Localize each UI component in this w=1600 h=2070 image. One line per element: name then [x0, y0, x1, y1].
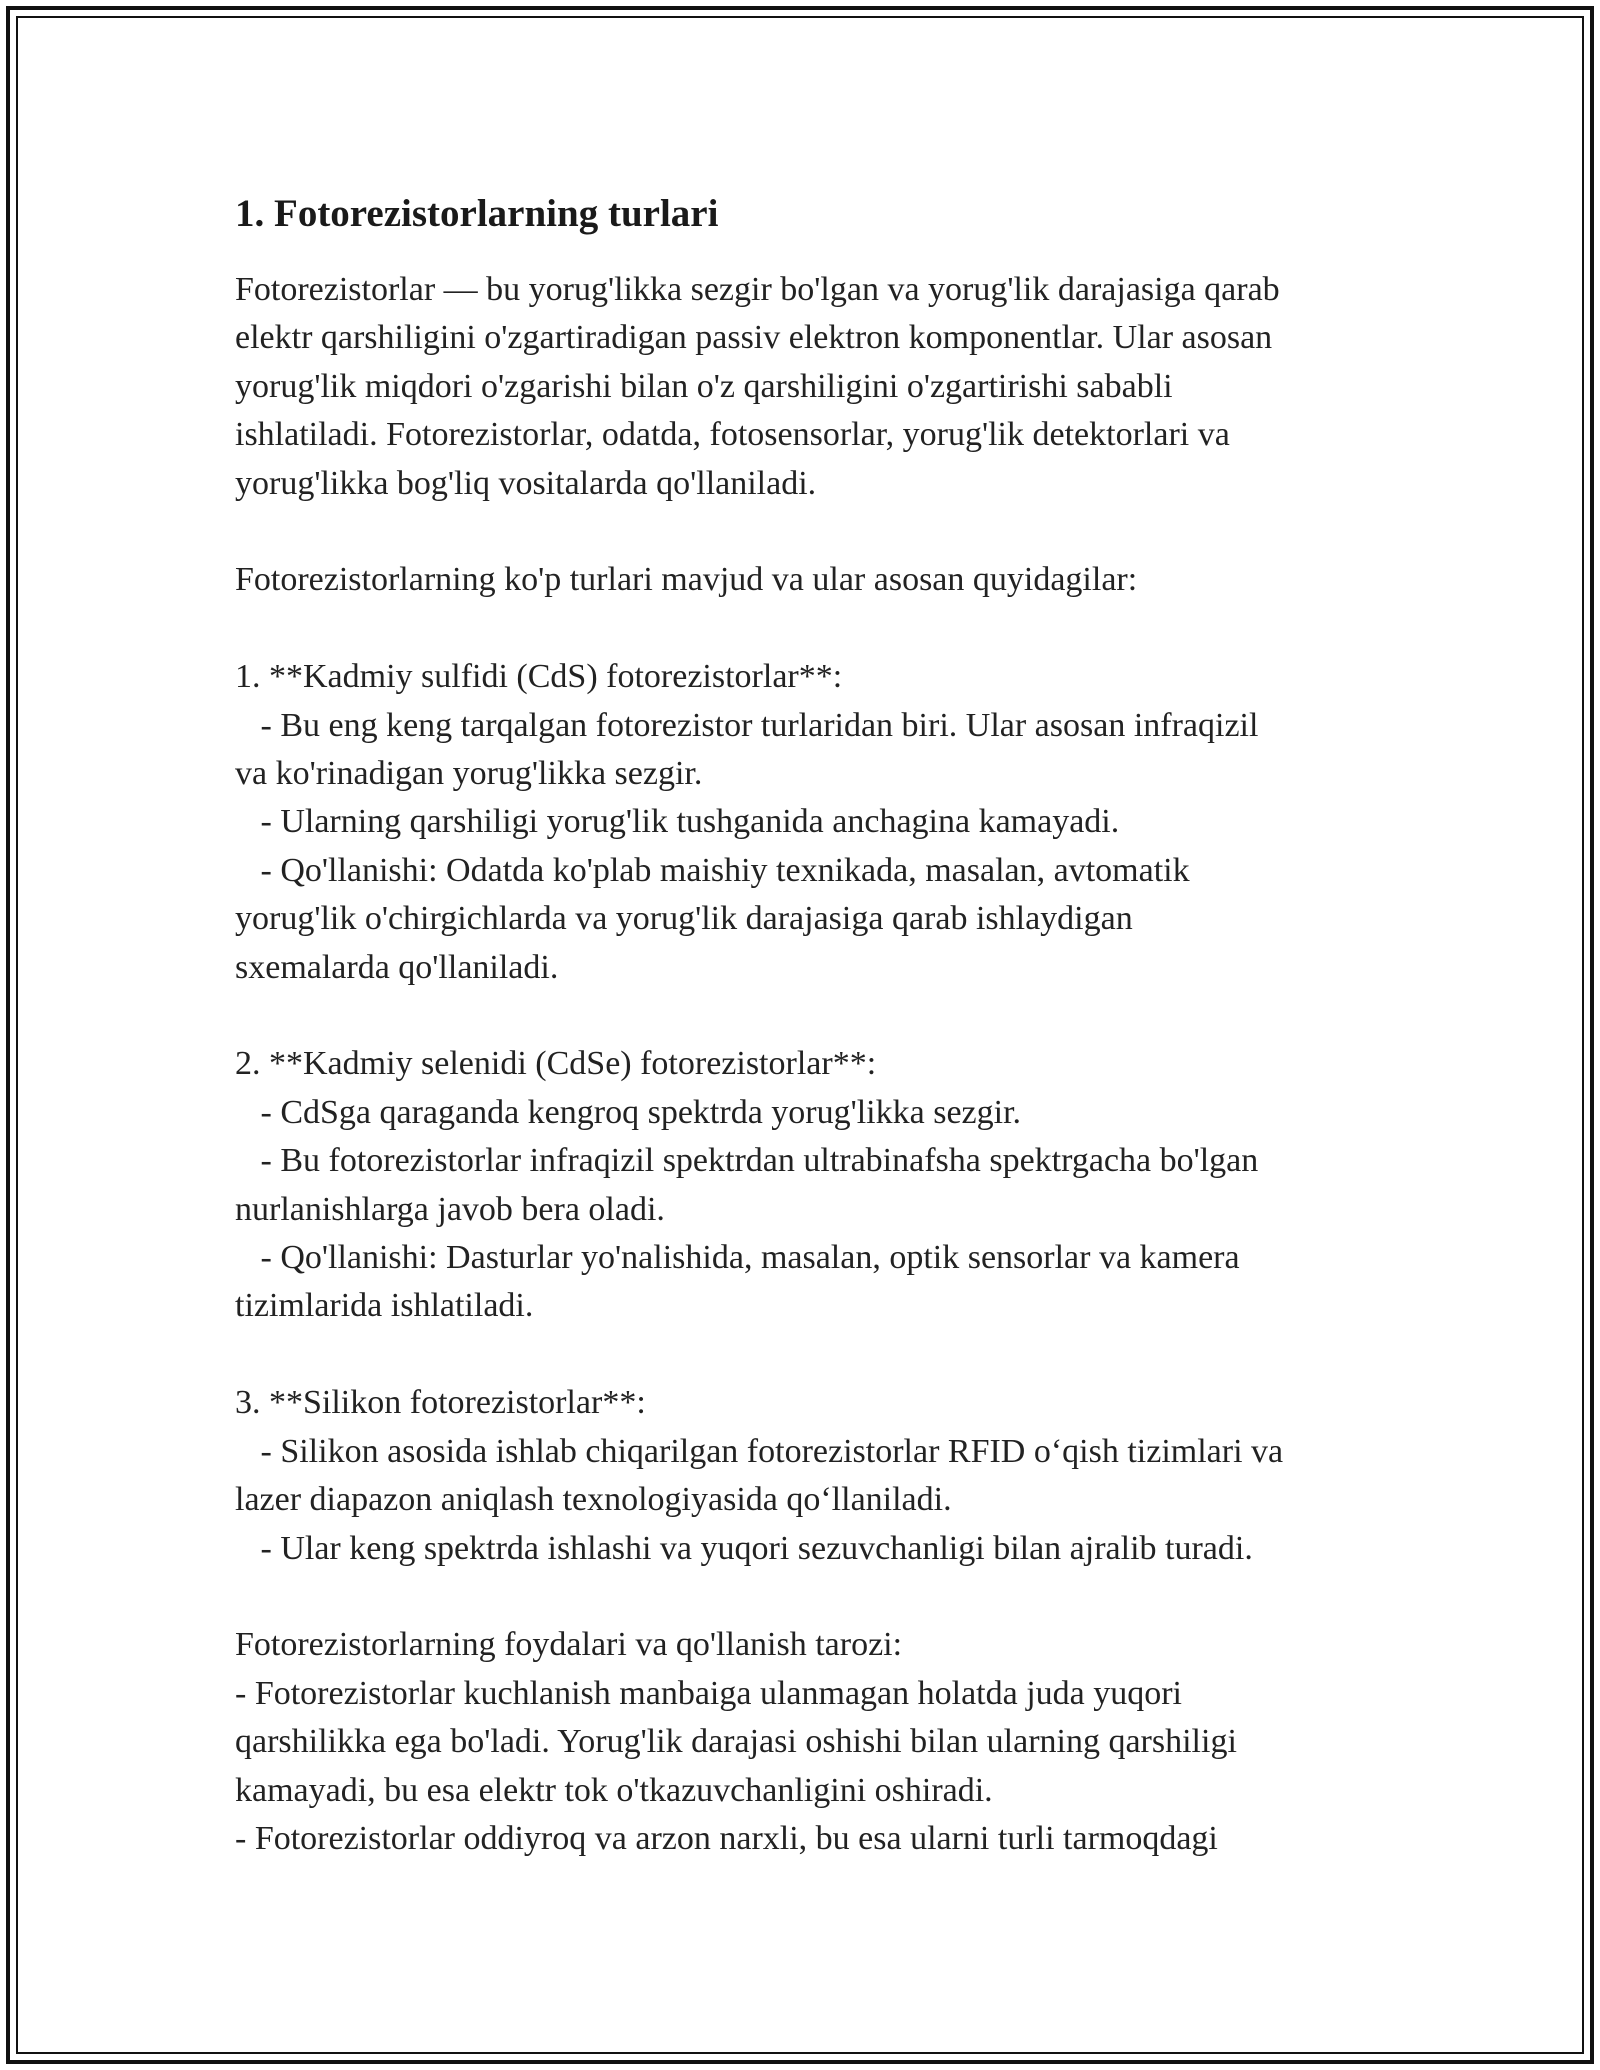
text-line	[235, 1331, 1375, 1379]
text-line: lazer diapazon aniqlash texnologiyasida qo‘llaniladi.	[235, 1481, 952, 1519]
body-text	[235, 266, 1375, 1863]
text-line: Fotorezistorlarning foydalari va qo'llanish tarozi:	[235, 1626, 903, 1664]
text-line: - Ular keng spektrda ishlashi va yuqori sezuvchanligi bilan ajralib turadi.	[235, 1529, 1253, 1567]
text-line: - Fotorezistorlar oddiyroq va arzon narxli, bu esa ularni turli tarmoqdagi	[235, 1819, 1218, 1857]
text-line: kamayadi, bu esa elektr tok o'tkazuvchanligini oshiradi.	[235, 1771, 993, 1809]
text-line: yorug'lik miqdori o'zgarishi bilan o'z qarshiligini o'zgartirishi sababli	[235, 367, 1173, 405]
text-line: Fotorezistorlar — bu yorug'likka sezgir bo'lgan va yorug'lik darajasiga qarab	[235, 271, 1280, 308]
text-line: yorug'likka bog'liq vositalarda qo'llaniladi.	[235, 464, 817, 502]
text-line: 1. **Kadmiy sulfidi (CdS) fotorezistorlar**:	[235, 658, 843, 696]
text-line: 2. **Kadmiy selenidi (CdSe) fotorezistorlar**:	[235, 1045, 877, 1083]
text-line: - Silikon asosida ishlab chiqarilgan fotorezistorlar RFID o‘qish tizimlari va	[235, 1432, 1284, 1470]
text-line: - Bu eng keng tarqalgan fotorezistor turlaridan biri. Ular asosan infraqizil	[235, 706, 1259, 744]
text-line	[235, 508, 1375, 556]
text-line	[235, 1573, 1375, 1621]
text-line: va ko'rinadigan yorug'likka sezgir.	[235, 755, 703, 793]
document-body	[235, 190, 1375, 1863]
text-line: qarshilikka ega bo'ladi. Yorug'lik darajasi oshishi bilan ularning qarshiligi	[235, 1723, 1237, 1761]
text-line: sxemalarda qo'llaniladi.	[235, 948, 559, 986]
section-heading: 1. Fotorezistorlarning turlari	[235, 192, 719, 235]
text-line: - Bu fotorezistorlar infraqizil spektrdan ultrabinafsha spektrgacha bo'lgan	[235, 1142, 1259, 1180]
text-line: yorug'lik o'chirgichlarda va yorug'lik darajasiga qarab ishlaydigan	[235, 900, 1133, 938]
text-line: nurlanishlarga javob bera oladi.	[235, 1190, 665, 1228]
text-line: - Qo'llanishi: Dasturlar yo'nalishida, masalan, optik sensorlar va kamera	[235, 1239, 1240, 1277]
text-line: - Qo'llanishi: Odatda ko'plab maishiy texnikada, masalan, avtomatik	[235, 851, 1190, 889]
text-line: Fotorezistorlarning ko'p turlari mavjud va ular asosan quyidagilar:	[235, 561, 1138, 599]
text-line	[235, 605, 1375, 653]
text-line: ishlatiladi. Fotorezistorlar, odatda, fotosensorlar, yorug'lik detektorlari va	[235, 416, 1230, 454]
text-line: - CdSga qaraganda kengroq spektrda yorug'likka sezgir.	[235, 1093, 1022, 1131]
text-line	[235, 992, 1375, 1040]
text-line: - Fotorezistorlar kuchlanish manbaiga ulanmagan holatda juda yuqori	[235, 1674, 1183, 1712]
text-line: - Ularning qarshiligi yorug'lik tushganida anchagina kamayadi.	[235, 803, 1120, 841]
text-line: elektr qarshiligini o'zgartiradigan passiv elektron komponentlar. Ular asosan	[235, 319, 1273, 357]
text-line: 3. **Silikon fotorezistorlar**:	[235, 1384, 646, 1422]
text-line: tizimlarida ishlatiladi.	[235, 1287, 534, 1325]
